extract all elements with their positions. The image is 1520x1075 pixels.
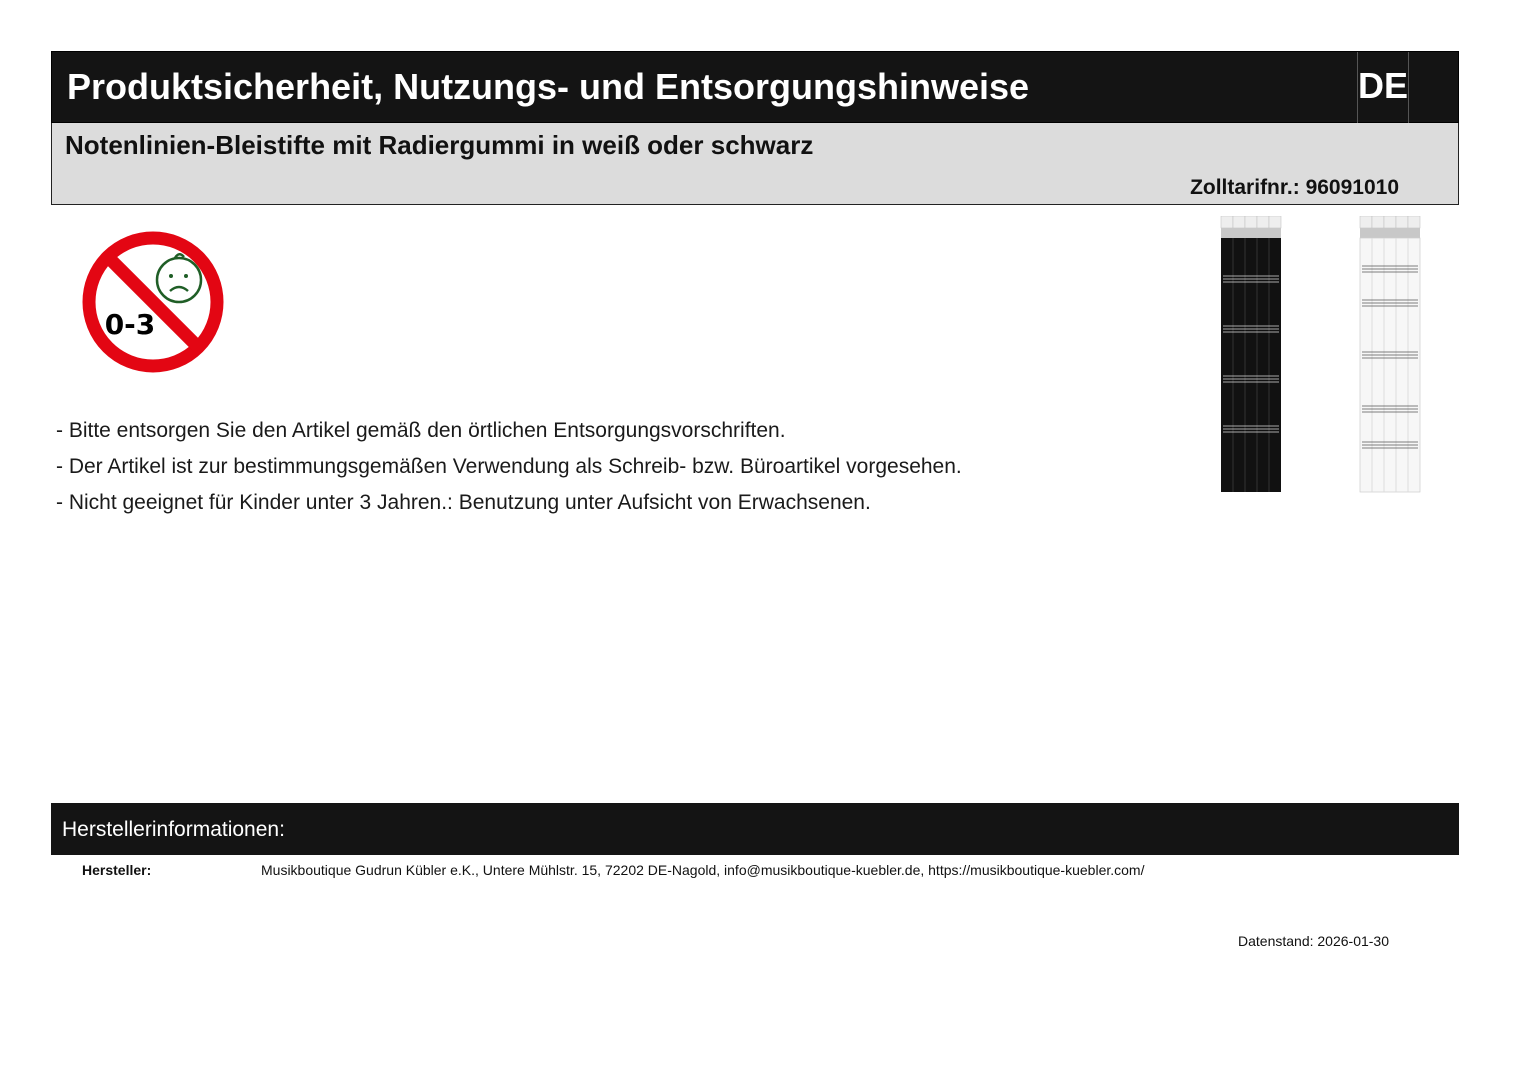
usage-notes-list bbox=[56, 413, 962, 521]
age-range-label: 0-3 bbox=[104, 308, 156, 341]
note-age-warning: - Nicht geeignet für Kinder unter 3 Jahren.: Benutzung unter Aufsicht von Erwachsenen. bbox=[56, 491, 871, 514]
document-header bbox=[51, 51, 1459, 123]
white-music-pencils-image bbox=[1356, 216, 1426, 496]
product-name: Notenlinien-Bleistifte mit Radiergummi in weiß oder schwarz bbox=[65, 130, 814, 160]
black-music-pencils-image bbox=[1217, 216, 1287, 496]
note-disposal: - Bitte entsorgen Sie den Artikel gemäß den örtlichen Entsorgungsvorschriften. bbox=[56, 419, 786, 442]
data-date: Datenstand: 2026-01-30 bbox=[1238, 933, 1389, 949]
document-title: Produktsicherheit, Nutzungs- und Entsorgungshinweise bbox=[67, 66, 1030, 107]
product-header bbox=[51, 123, 1459, 205]
manufacturer-details: Musikboutique Gudrun Kübler e.K., Untere Mühlstr. 15, 72202 DE-Nagold, info@musikboutique-kuebler.de, https://musikboutique-kuebler.com/ bbox=[261, 862, 1145, 878]
manufacturer-section-header bbox=[51, 803, 1459, 855]
language-code: DE bbox=[1357, 52, 1409, 123]
note-intended-use: - Der Artikel ist zur bestimmungsgemäßen Verwendung als Schreib- bzw. Büroartikel vorgesehen. bbox=[56, 455, 962, 478]
customs-tariff-number: Zolltarifnr.: 96091010 bbox=[1190, 176, 1399, 199]
manufacturer-section-title: Herstellerinformationen: bbox=[62, 818, 285, 841]
manufacturer-label: Hersteller: bbox=[82, 862, 152, 878]
not-for-children-0-3-icon bbox=[79, 228, 227, 376]
